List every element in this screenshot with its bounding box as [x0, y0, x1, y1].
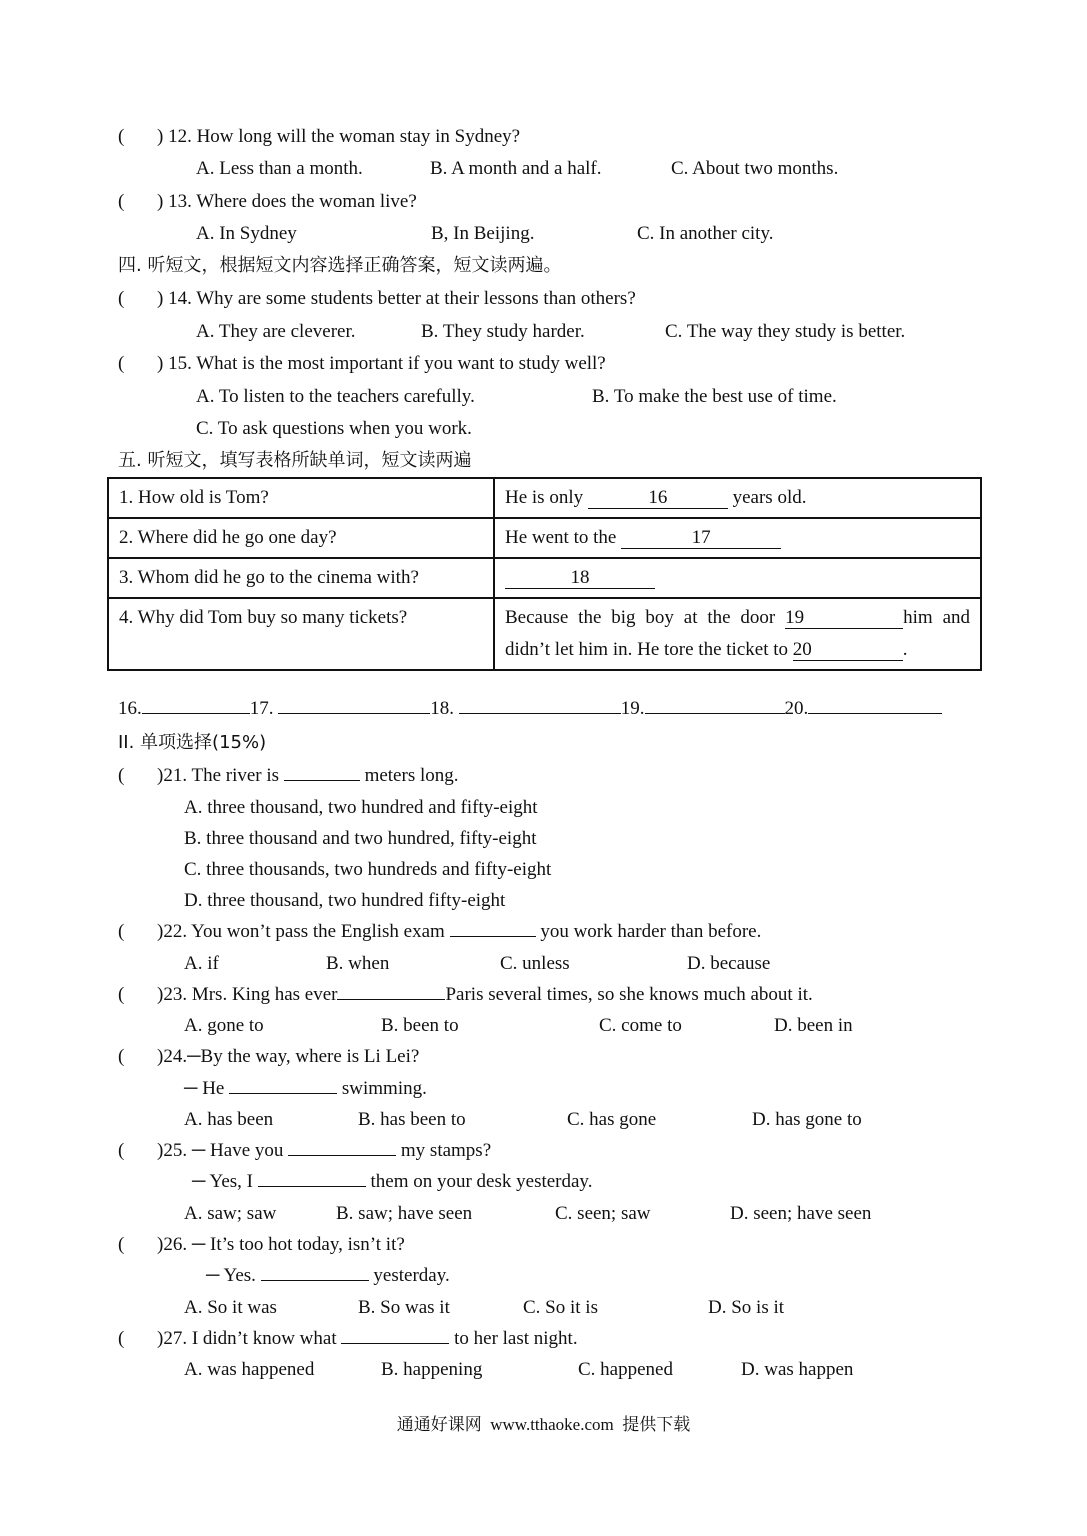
question-blank[interactable]: [258, 1186, 366, 1187]
table-answer: [494, 558, 981, 598]
option-a: A. To listen to the teachers carefully.: [196, 386, 475, 407]
section-4-title: 四. 听短文，根据短文内容选择正确答案，短文读两遍。: [118, 255, 562, 276]
option-a: A. three thousand, two hundred and fifty-eight: [184, 797, 538, 818]
question-blank[interactable]: [288, 1155, 396, 1156]
option-b: B. has been to: [358, 1109, 466, 1130]
question-blank[interactable]: [341, 1343, 449, 1344]
blank-18[interactable]: 18: [505, 568, 655, 589]
section-5-title: 五. 听短文，填写表格所缺单词，短文读两遍: [118, 450, 472, 471]
answer-paren: (: [118, 126, 125, 147]
answer-paren: (: [118, 191, 125, 212]
answer-blank-20[interactable]: [808, 713, 942, 714]
option-b: B. They study harder.: [421, 321, 585, 342]
option-d: D. because: [687, 953, 771, 974]
answer-blank-16[interactable]: [142, 713, 250, 714]
option-b: B. To make the best use of time.: [592, 386, 837, 407]
option-d: D. seen; have seen: [730, 1203, 872, 1224]
option-c: C. In another city.: [637, 223, 774, 244]
answer-paren: (: [118, 1046, 125, 1067]
answer-paren: (: [118, 288, 125, 309]
option-c: C. seen; saw: [555, 1203, 651, 1224]
option-a: A. was happened: [184, 1359, 315, 1380]
question-text: )25. ─ Have you: [157, 1140, 284, 1161]
question-text: )27. I didn’t know what: [157, 1328, 337, 1349]
blank-16[interactable]: 16: [588, 488, 728, 509]
fill-in-table: [107, 477, 982, 671]
question-blank[interactable]: [284, 780, 360, 781]
table-row: [108, 598, 981, 670]
option-d: D. three thousand, two hundred fifty-eight: [184, 890, 506, 911]
option-b: B. A month and a half.: [430, 158, 602, 179]
table-question: 2. Where did he go one day?: [108, 518, 494, 558]
option-b: B. been to: [381, 1015, 459, 1036]
blank-20[interactable]: 20: [793, 640, 903, 661]
table-row: [108, 478, 981, 518]
option-a: A. In Sydney: [196, 223, 297, 244]
option-d: D. been in: [774, 1015, 853, 1036]
table-answer: He is only 16 years old.: [494, 478, 981, 518]
option-d: D. was happen: [741, 1359, 854, 1380]
option-c: C. To ask questions when you work.: [196, 418, 472, 439]
footer-url[interactable]: www.tthaoke.com: [490, 1415, 614, 1434]
table-row: [108, 518, 981, 558]
question-text: Why are some students better at their lessons than others?: [196, 288, 636, 309]
question-text: Where does the woman live?: [196, 191, 417, 212]
answer-blank-18[interactable]: [459, 713, 621, 714]
question-text: )24.─By the way, where is Li Lei?: [157, 1046, 420, 1067]
footer-suffix: 提供下载: [622, 1415, 691, 1435]
question-text: How long will the woman stay in Sydney?: [196, 126, 521, 147]
option-b: B. when: [326, 953, 390, 974]
page-footer: [0, 1410, 1087, 1435]
option-b: B. happening: [381, 1359, 483, 1380]
question-blank[interactable]: [450, 936, 536, 937]
answer-paren: (: [118, 1140, 125, 1161]
question-text: )26. ─ It’s too hot today, isn’t it?: [157, 1234, 405, 1255]
option-d: D. So is it: [708, 1297, 785, 1318]
option-c: C. So it is: [523, 1297, 598, 1318]
table-question: 1. How old is Tom?: [108, 478, 494, 518]
blank-17[interactable]: 17: [621, 528, 781, 549]
answer-blank-17[interactable]: [278, 713, 430, 714]
option-a: A. They are cleverer.: [196, 321, 356, 342]
option-a: A. Less than a month.: [196, 158, 363, 179]
question-blank[interactable]: [229, 1093, 337, 1094]
answer-paren: (: [118, 1234, 125, 1255]
option-a: A. if: [184, 953, 219, 974]
option-c: C. happened: [578, 1359, 673, 1380]
question-text: What is the most important if you want to study well?: [196, 353, 606, 374]
question-text: )21. The river is: [157, 765, 280, 786]
question-text: )22. You won’t pass the English exam: [157, 921, 445, 942]
answer-paren: (: [118, 984, 125, 1005]
option-d: D. has gone to: [752, 1109, 862, 1130]
table-row: [108, 558, 981, 598]
option-b: B. saw; have seen: [336, 1203, 473, 1224]
option-b: B, In Beijing.: [431, 223, 535, 244]
option-b: B. three thousand and two hundred, fifty-eight: [184, 828, 537, 849]
question-blank[interactable]: [337, 999, 445, 1000]
option-a: A. gone to: [184, 1015, 264, 1036]
question-text: )23. Mrs. King has ever: [157, 984, 338, 1005]
answer-line: 16. 17. 18. 19. 20.: [118, 697, 942, 721]
answer-paren: (: [118, 765, 125, 786]
question-blank[interactable]: [261, 1280, 369, 1281]
footer-site-name: 通通好课网: [396, 1415, 482, 1435]
answer-paren: (: [118, 921, 125, 942]
option-a: A. has been: [184, 1109, 274, 1130]
table-answer: Because the big boy at the door 19 him and didn’t let him in. He tore the ticket to 20 .: [494, 598, 981, 670]
answer-paren: (: [118, 353, 125, 374]
section-2-title: II. 单项选择(15%): [118, 732, 267, 753]
option-a: A. saw; saw: [184, 1203, 277, 1224]
option-c: C. The way they study is better.: [665, 321, 906, 342]
table-question: 3. Whom did he go to the cinema with?: [108, 558, 494, 598]
table-answer: He went to the 17: [494, 518, 981, 558]
answer-blank-19[interactable]: [645, 713, 785, 714]
option-b: B. So was it: [358, 1297, 450, 1318]
option-c: C. unless: [500, 953, 570, 974]
option-c: C. About two months.: [671, 158, 839, 179]
option-c: C. has gone: [567, 1109, 657, 1130]
blank-19[interactable]: 19: [785, 608, 903, 629]
option-a: A. So it was: [184, 1297, 277, 1318]
answer-paren: (: [118, 1328, 125, 1349]
option-c: C. three thousands, two hundreds and fifty-eight: [184, 859, 552, 880]
option-c: C. come to: [599, 1015, 682, 1036]
table-question: 4. Why did Tom buy so many tickets?: [108, 598, 494, 670]
